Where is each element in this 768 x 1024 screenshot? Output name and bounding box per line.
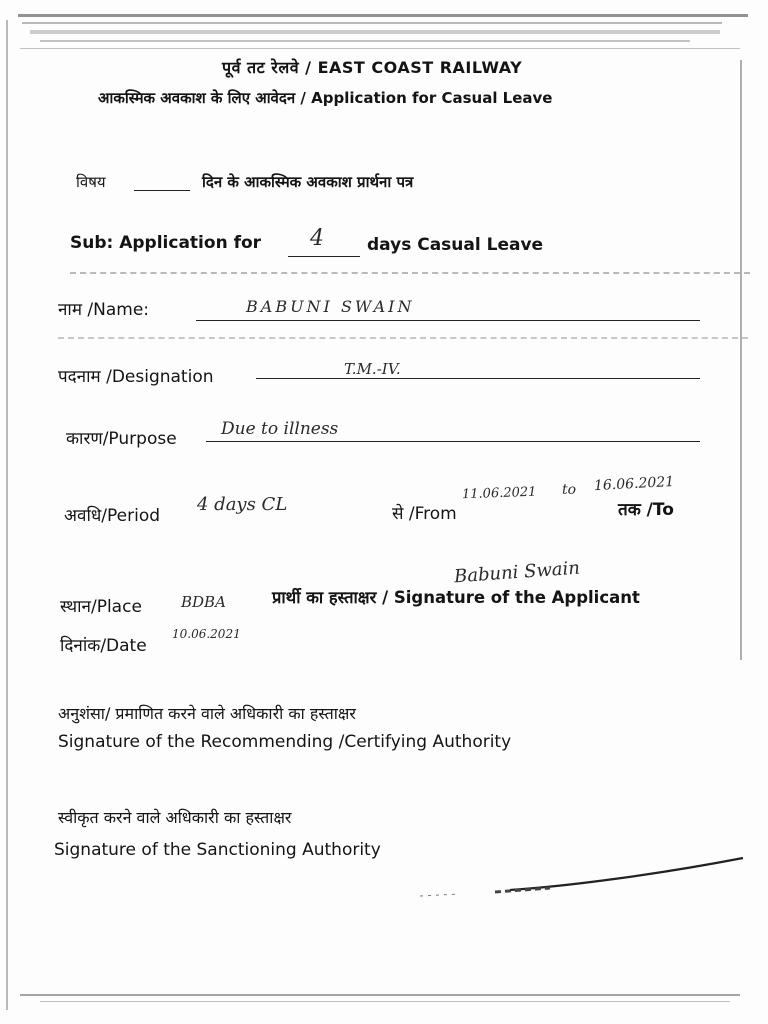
subject-hindi-blank (134, 190, 190, 191)
divider-2 (58, 337, 748, 339)
name-value: BABUNI SWAIN (246, 297, 415, 316)
recommending-authority-hindi: अनुशंसा/ प्रमाणित करने वाले अधिकारी का हस्ताक्षर (58, 704, 356, 723)
designation-value: T.M.-IV. (344, 360, 401, 378)
railway-heading: पूर्व तट रेलवे / EAST COAST RAILWAY (222, 58, 523, 77)
name-label: नाम /Name: (58, 300, 150, 320)
name-underline (196, 320, 700, 321)
sanctioning-signature-stroke (400, 850, 750, 900)
scan-right-edge (740, 60, 742, 660)
place-value: BDBA (181, 593, 226, 611)
sanctioning-authority-label: Signature of the Sanctioning Authority (54, 840, 381, 860)
subject-days-value: 4 (310, 226, 324, 251)
divider-1 (70, 272, 750, 274)
sanctioning-authority-hindi: स्वीकृत करने वाले अधिकारी का हस्ताक्षर (58, 808, 292, 827)
date-value: 10.06.2021 (172, 627, 241, 641)
applicant-signature-label: प्रार्थी का हस्ताक्षर / Signature of the Applicant (272, 588, 640, 607)
recommending-authority-label: Signature of the Recommending /Certifying Authority (58, 732, 512, 752)
purpose-underline (206, 441, 700, 442)
date-label: दिनांक/Date (60, 636, 147, 656)
from-value: 11.06.2021 (461, 484, 537, 503)
period-label: अवधि/Period (64, 506, 161, 526)
subject-hindi-suffix: दिन के आकस्मिक अवकाश प्रार्थना पत्र (202, 173, 414, 191)
subject-days-blank (288, 256, 360, 257)
purpose-label: कारण/Purpose (66, 429, 177, 449)
from-label: से /From (392, 504, 457, 524)
place-label: स्थान/Place (60, 597, 142, 617)
designation-underline (256, 378, 700, 379)
to-value: 16.06.2021 (593, 473, 675, 495)
applicant-signature: Babuni Swain (453, 557, 581, 588)
subject-label-suffix: days Casual Leave (367, 235, 544, 255)
subject-label-prefix: Sub: Application for (70, 233, 262, 253)
designation-label: पदनाम /Designation (58, 367, 214, 387)
to-connector: to (562, 482, 577, 498)
period-value: 4 days CL (197, 494, 288, 515)
scan-left-edge (6, 20, 8, 1010)
purpose-value: Due to illness (221, 419, 339, 439)
subject-hindi-prefix: विषय (76, 173, 106, 191)
form-title: आकस्मिक अवकाश के लिए आवेदन / Application for Casual Leave (98, 89, 553, 107)
to-label: तक /To (618, 500, 674, 520)
